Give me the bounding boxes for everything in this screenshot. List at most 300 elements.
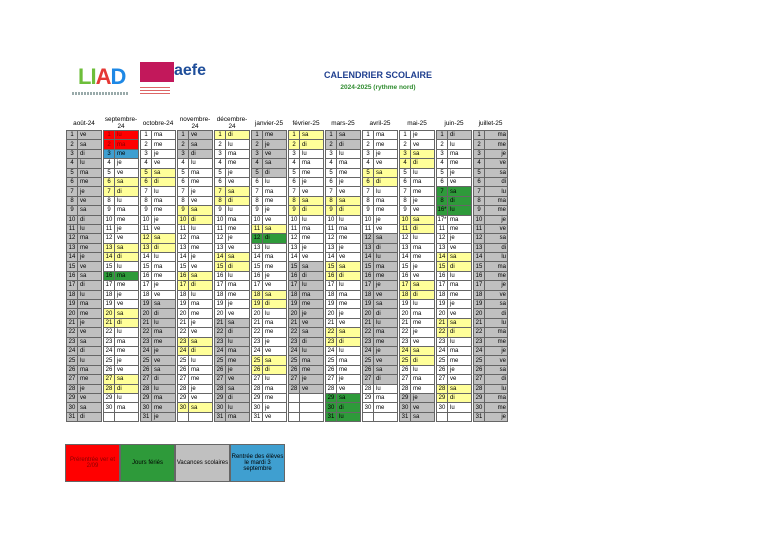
day-number: 23: [178, 337, 189, 346]
day-number: 8: [141, 196, 152, 205]
day-number: 15: [437, 262, 448, 271]
day-name: ma: [448, 149, 472, 158]
day-name: sa: [448, 318, 472, 327]
day-number: 17: [104, 281, 115, 290]
day-name: sa: [78, 206, 102, 215]
day-number: 12: [289, 234, 300, 243]
day-name: ma: [189, 365, 213, 374]
day-name: me: [115, 149, 139, 158]
day-name: me: [78, 177, 102, 186]
day-name: me: [226, 224, 250, 233]
day-number: 6: [215, 177, 226, 186]
day-name: ma: [226, 346, 250, 355]
day-name: me: [411, 253, 435, 262]
day-number: 4: [474, 159, 485, 168]
day-name: ma: [226, 215, 250, 224]
day-row: [67, 234, 508, 243]
day-number: 29: [474, 393, 485, 402]
page-subtitle: 2024-2025 (rythme nord): [340, 84, 416, 91]
day-number: 8: [437, 196, 448, 205]
day-name: me: [485, 206, 508, 215]
day-row: [67, 140, 508, 149]
day-number: 10: [474, 215, 485, 224]
day-number: 25: [474, 356, 485, 365]
day-name: je: [337, 243, 361, 252]
day-name: ve: [189, 196, 213, 205]
day-name: me: [374, 271, 398, 280]
day-name: sa: [189, 403, 213, 412]
day-number: 20: [363, 309, 374, 318]
day-number: 10: [104, 215, 115, 224]
day-number: 12: [178, 234, 189, 243]
day-name: me: [448, 159, 472, 168]
day-name: ve: [189, 328, 213, 337]
day-name: sa: [485, 300, 508, 309]
day-name: je: [485, 281, 508, 290]
day-name: lu: [411, 300, 435, 309]
day-number: 24: [326, 346, 337, 355]
day-number: 10: [400, 215, 411, 224]
day-name: me: [226, 356, 250, 365]
day-name: sa: [411, 412, 435, 421]
day-name: ve: [485, 159, 508, 168]
day-name: me: [374, 206, 398, 215]
day-number: 11: [178, 224, 189, 233]
day-name: je: [189, 187, 213, 196]
day-name: di: [226, 131, 250, 140]
day-name: sa: [337, 196, 361, 205]
day-number: 3: [400, 149, 411, 158]
day-number: 22: [437, 328, 448, 337]
day-number: 19: [326, 300, 337, 309]
day-number: 4: [104, 159, 115, 168]
day-number: 20: [326, 309, 337, 318]
day-name: me: [337, 234, 361, 243]
day-name: je: [263, 140, 287, 149]
day-number: 9: [104, 206, 115, 215]
day-number: 8: [104, 196, 115, 205]
day-number: 13: [400, 243, 411, 252]
day-number: 14: [363, 253, 374, 262]
day-name: lu: [226, 271, 250, 280]
month-header: janvier-25: [254, 119, 284, 127]
logo-aefe: aefe: [174, 62, 207, 79]
day-name: di: [485, 375, 508, 384]
day-row: [67, 384, 508, 393]
day-name: di: [226, 328, 250, 337]
day-name: ve: [263, 281, 287, 290]
day-name: ma: [300, 290, 324, 299]
day-name: me: [226, 159, 250, 168]
day-number: 24: [215, 346, 226, 355]
day-number: 23: [474, 337, 485, 346]
day-number: 15: [67, 262, 78, 271]
day-name: lu: [115, 393, 139, 402]
day-row: [67, 168, 508, 177]
day-number: 11: [363, 224, 374, 233]
day-name: di: [374, 375, 398, 384]
day-number: 24: [400, 346, 411, 355]
day-name: ve: [226, 177, 250, 186]
day-name: sa: [226, 318, 250, 327]
day-number: 19: [252, 300, 263, 309]
day-name: je: [189, 318, 213, 327]
day-name: lu: [189, 224, 213, 233]
day-name: me: [152, 140, 176, 149]
day-row: [67, 224, 508, 233]
day-name: lu: [337, 412, 361, 421]
day-number: 2: [326, 140, 337, 149]
day-name: sa: [78, 140, 102, 149]
day-number: 3: [178, 149, 189, 158]
day-number: 30: [437, 403, 448, 412]
day-number: 25: [215, 356, 226, 365]
day-number: 14: [104, 253, 115, 262]
day-number: 12: [474, 234, 485, 243]
day-number: 31: [326, 412, 337, 421]
day-number: 16: [326, 271, 337, 280]
day-number: 18: [104, 290, 115, 299]
day-number: 5: [437, 168, 448, 177]
day-number: 1: [474, 131, 485, 140]
day-name: ma: [152, 328, 176, 337]
day-number: 2: [104, 140, 115, 149]
day-number: 9: [400, 206, 411, 215]
day-number: 21: [215, 318, 226, 327]
day-number: 1: [178, 131, 189, 140]
day-name: lu: [448, 403, 472, 412]
logo-liad-subline: [72, 92, 128, 95]
day-name: me: [448, 290, 472, 299]
day-name: ve: [411, 271, 435, 280]
day-name: ve: [411, 140, 435, 149]
day-number: 21: [141, 318, 152, 327]
day-number: 13: [289, 243, 300, 252]
day-number: 17: [289, 281, 300, 290]
day-number: 21: [67, 318, 78, 327]
day-name: ve: [337, 253, 361, 262]
day-number: 24: [67, 346, 78, 355]
day-number: 13: [104, 243, 115, 252]
day-number: 14: [178, 253, 189, 262]
day-name: je: [337, 177, 361, 186]
day-name: je: [485, 215, 508, 224]
day-number: 22: [215, 328, 226, 337]
day-number: 6: [178, 177, 189, 186]
day-number: 28: [289, 384, 300, 393]
day-name: ma: [485, 328, 508, 337]
day-number: 23: [326, 337, 337, 346]
day-row: [67, 328, 508, 337]
day-number: 4: [289, 159, 300, 168]
day-name: di: [448, 131, 472, 140]
day-row: [67, 159, 508, 168]
day-number: 18: [326, 290, 337, 299]
day-name: sa: [448, 187, 472, 196]
day-name: ve: [115, 234, 139, 243]
day-name: lu: [337, 149, 361, 158]
day-number: [437, 412, 448, 421]
day-number: 19: [474, 300, 485, 309]
day-name: je: [115, 224, 139, 233]
day-name: ve: [115, 168, 139, 177]
day-name: je: [485, 346, 508, 355]
day-number: 13: [326, 243, 337, 252]
month-header: mars-25: [331, 119, 355, 127]
day-number: 28: [178, 384, 189, 393]
day-number: 31: [141, 412, 152, 421]
day-name: lu: [485, 318, 508, 327]
day-number: 6: [326, 177, 337, 186]
day-number: 3: [67, 149, 78, 158]
day-number: 2: [400, 140, 411, 149]
day-name: je: [226, 234, 250, 243]
day-number: 20: [437, 309, 448, 318]
day-number: 30: [326, 403, 337, 412]
day-name: di: [78, 215, 102, 224]
day-name: lu: [300, 346, 324, 355]
day-name: sa: [300, 262, 324, 271]
day-row: [67, 309, 508, 318]
day-number: 8: [326, 196, 337, 205]
day-name: me: [189, 243, 213, 252]
day-number: 11: [104, 224, 115, 233]
day-name: ve: [152, 224, 176, 233]
day-name: di: [374, 243, 398, 252]
day-name: je: [263, 403, 287, 412]
day-name: je: [152, 149, 176, 158]
day-name: di: [448, 393, 472, 402]
day-number: 3: [289, 149, 300, 158]
day-number: 5: [67, 168, 78, 177]
day-name: lu: [226, 403, 250, 412]
day-number: 5: [400, 168, 411, 177]
day-number: 7: [178, 187, 189, 196]
day-number: 16: [252, 271, 263, 280]
day-number: 4: [141, 159, 152, 168]
day-number: 30: [474, 403, 485, 412]
day-name: sa: [263, 159, 287, 168]
day-name: ma: [78, 365, 102, 374]
day-number: 2: [215, 140, 226, 149]
day-number: 21: [400, 318, 411, 327]
day-name: ve: [448, 177, 472, 186]
day-number: 31: [252, 412, 263, 421]
day-name: me: [337, 168, 361, 177]
day-number: 26: [141, 365, 152, 374]
day-name: lu: [337, 281, 361, 290]
day-number: 24: [437, 346, 448, 355]
day-number: 17*: [437, 216, 447, 223]
day-name: di: [300, 140, 324, 149]
day-number: 18: [363, 290, 374, 299]
day-name: sa: [152, 365, 176, 374]
day-name: ve: [374, 224, 398, 233]
day-name: je: [411, 131, 435, 140]
day-number: 5: [289, 168, 300, 177]
day-number: 16: [400, 271, 411, 280]
day-number: 3: [252, 149, 263, 158]
day-name: di: [115, 187, 139, 196]
day-name: di: [411, 224, 435, 233]
day-name: lu: [448, 337, 472, 346]
day-name: ma: [300, 356, 324, 365]
day-name: sa: [189, 140, 213, 149]
month-header: avril-25: [369, 119, 391, 127]
day-row: [67, 253, 508, 262]
day-number: 28: [326, 384, 337, 393]
day-number: 30: [141, 403, 152, 412]
day-name: di: [152, 309, 176, 318]
day-number: 10: [363, 215, 374, 224]
day-name: me: [448, 356, 472, 365]
day-number: 16*: [437, 207, 447, 214]
day-name: ma: [374, 262, 398, 271]
day-name: di: [448, 328, 472, 337]
day-name: lu: [226, 140, 250, 149]
day-number: 15: [326, 262, 337, 271]
day-row: [67, 177, 508, 186]
day-number: 22: [141, 328, 152, 337]
day-number: 14: [215, 253, 226, 262]
day-number: 4: [67, 159, 78, 168]
day-name: me: [448, 224, 472, 233]
day-number: 21: [437, 318, 448, 327]
day-name: me: [115, 346, 139, 355]
day-number: 31: [474, 412, 485, 421]
day-name: je: [226, 168, 250, 177]
day-name: lu: [374, 187, 398, 196]
day-name: sa: [374, 234, 398, 243]
day-name: je: [485, 149, 508, 158]
day-name: ve: [263, 215, 287, 224]
day-name: lu: [115, 196, 139, 205]
day-name: ma: [152, 262, 176, 271]
day-name: ma: [411, 177, 435, 186]
day-name: je: [374, 281, 398, 290]
day-name: lu: [263, 177, 287, 186]
day-name: ma: [337, 159, 361, 168]
day-name: sa: [78, 337, 102, 346]
day-number: 8: [400, 196, 411, 205]
day-name: lu: [337, 346, 361, 355]
day-number: 17: [474, 281, 485, 290]
day-name: je: [189, 253, 213, 262]
day-number: 17: [178, 281, 189, 290]
day-number: 30: [104, 403, 115, 412]
day-number: 10: [289, 215, 300, 224]
day-name: sa: [115, 243, 139, 252]
day-number: 9: [289, 206, 300, 215]
day-name: sa: [189, 337, 213, 346]
day-number: 9: [67, 206, 78, 215]
day-name: ma: [115, 206, 139, 215]
day-name: lu: [300, 215, 324, 224]
day-number: 8: [252, 196, 263, 205]
day-name: di: [263, 234, 287, 243]
day-name: me: [189, 375, 213, 384]
month-header-row: [67, 116, 508, 131]
day-number: 8: [67, 196, 78, 205]
day-name: ma: [226, 149, 250, 158]
day-name: lu: [485, 384, 508, 393]
day-name: ve: [337, 318, 361, 327]
day-number: 11: [141, 224, 152, 233]
day-name: di: [189, 149, 213, 158]
day-name: je: [78, 187, 102, 196]
day-name: je: [448, 234, 472, 243]
day-number: 13: [437, 243, 448, 252]
day-number: 21: [289, 318, 300, 327]
day-name: me: [485, 337, 508, 346]
day-name: me: [374, 140, 398, 149]
day-name: sa: [263, 290, 287, 299]
day-name: di: [263, 168, 287, 177]
day-number: [363, 412, 374, 421]
day-name: ve: [337, 187, 361, 196]
day-name: ve: [411, 403, 435, 412]
day-name: sa: [152, 168, 176, 177]
day-name: me: [115, 281, 139, 290]
day-number: 28: [400, 384, 411, 393]
day-name: di: [337, 140, 361, 149]
day-name: je: [152, 215, 176, 224]
month-header: décembre-24: [216, 116, 248, 130]
day-name: me: [152, 403, 176, 412]
day-name: sa: [226, 187, 250, 196]
day-number: 21: [326, 318, 337, 327]
day-name: di: [226, 262, 250, 271]
day-number: 8: [474, 196, 485, 205]
day-name: sa: [115, 309, 139, 318]
day-name: lu: [152, 187, 176, 196]
day-name: di: [411, 159, 435, 168]
legend-item: Vacances scolaires: [175, 444, 230, 482]
day-number: 15: [289, 262, 300, 271]
day-number: 14: [67, 253, 78, 262]
day-number: [289, 403, 300, 412]
day-name: ve: [189, 262, 213, 271]
day-number: 27: [104, 375, 115, 384]
day-name: ma: [263, 187, 287, 196]
day-name: ve: [263, 346, 287, 355]
day-name: sa: [411, 215, 435, 224]
day-number: 7: [437, 187, 448, 196]
day-name: ma: [374, 393, 398, 402]
day-number: 16: [289, 271, 300, 280]
day-number: 4: [178, 159, 189, 168]
day-name: je: [448, 168, 472, 177]
day-number: 21: [252, 318, 263, 327]
day-name: je: [152, 346, 176, 355]
day-number: 17: [363, 281, 374, 290]
day-number: 9: [215, 206, 226, 215]
day-name: ma: [337, 224, 361, 233]
day-name: je: [78, 318, 102, 327]
day-name: sa: [115, 375, 139, 384]
day-name: je: [152, 412, 176, 421]
day-number: 23: [400, 337, 411, 346]
day-name: me: [78, 375, 102, 384]
day-number: 12: [437, 234, 448, 243]
day-number: 28: [141, 384, 152, 393]
day-name: sa: [374, 168, 398, 177]
day-number: 26: [363, 365, 374, 374]
day-name: ve: [300, 384, 324, 393]
day-row: [67, 300, 508, 309]
day-name: sa: [448, 384, 472, 393]
day-row: [67, 337, 508, 346]
